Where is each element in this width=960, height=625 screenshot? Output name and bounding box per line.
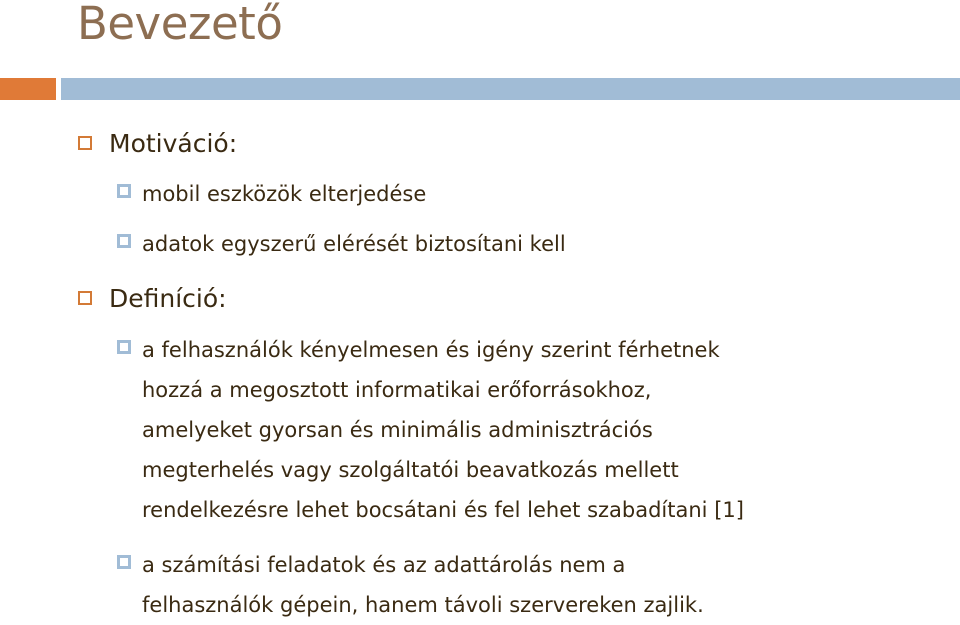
title-rule-bar bbox=[61, 78, 960, 100]
list-item bbox=[117, 545, 942, 625]
square-bullet-icon bbox=[78, 136, 92, 150]
section-heading-label: Definíció: bbox=[109, 283, 227, 313]
section-heading-motivacio bbox=[78, 125, 237, 161]
section-heading-label: Motiváció: bbox=[109, 128, 238, 158]
list-item bbox=[117, 174, 942, 214]
list-item-text: a számítási feladatok és az adattárolás nem a felhasználók gépein, hanem távoli szervereken zajlik. bbox=[142, 553, 704, 617]
square-bullet-icon bbox=[117, 555, 131, 569]
list-item bbox=[117, 330, 942, 530]
section-heading-definicio bbox=[78, 280, 227, 316]
list-item-text: a felhasználók kényelmesen és igény szerint férhetnek hozzá a megosztott informatikai erőforrásokhoz, amelyeket gyorsan és minimális adminisztrációs megterhelés vagy szolgáltatói beavatkozás mellett rendelkezésre lehet bocsátani és fel lehet szabadítani [1] bbox=[142, 338, 744, 522]
square-bullet-icon bbox=[117, 234, 131, 248]
list-item-text: adatok egyszerű elérését biztosítani kell bbox=[142, 232, 566, 256]
slide-title: Bevezető bbox=[77, 0, 283, 50]
list-item-text: mobil eszközök elterjedése bbox=[142, 182, 427, 206]
list-item bbox=[117, 224, 942, 264]
square-bullet-icon bbox=[117, 184, 131, 198]
square-bullet-icon bbox=[117, 340, 131, 354]
title-accent-bar bbox=[0, 78, 56, 100]
square-bullet-icon bbox=[78, 291, 92, 305]
